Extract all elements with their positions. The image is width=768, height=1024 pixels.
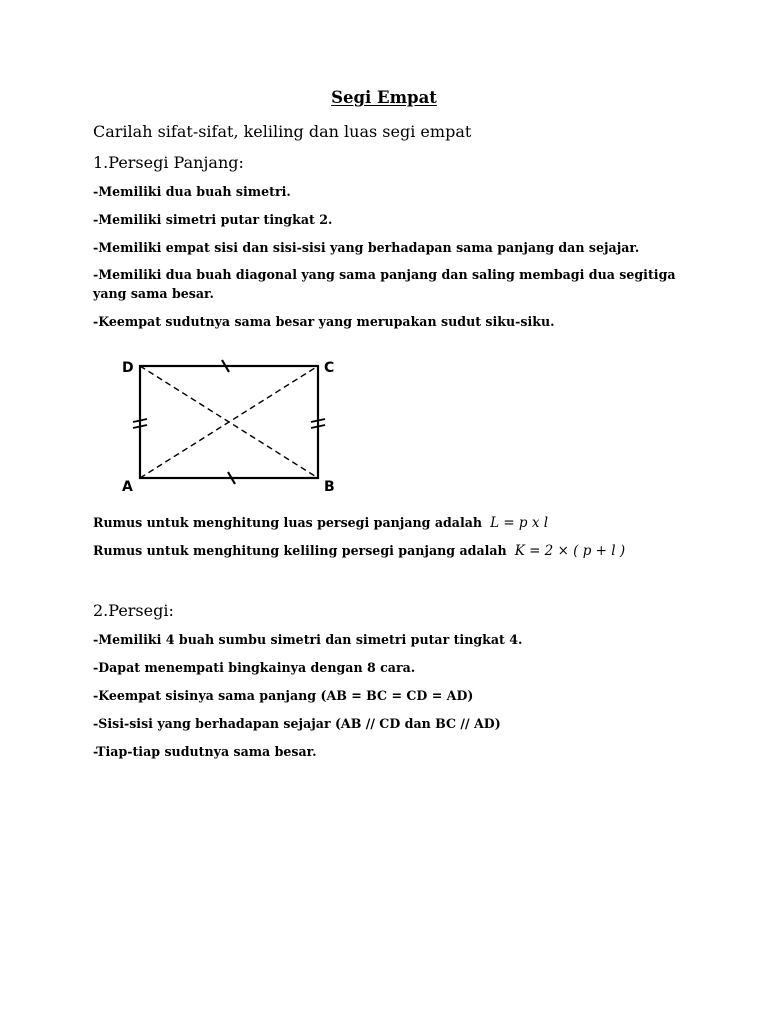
document-intro: Carilah sifat-sifat, keliling dan luas segi empat (93, 122, 472, 141)
list-item: -Sisi-sisi yang berhadapan sejajar (AB // CD dan BC // AD) (93, 716, 501, 731)
list-item: -Keempat sisinya sama panjang (AB = BC = CD = AD) (93, 688, 474, 703)
formula-luas (93, 515, 548, 531)
document-title: Segi Empat (331, 88, 437, 107)
formula-luas-text: Rumus untuk menghitung luas persegi panjang adalah (93, 515, 483, 530)
vertex-label-a: A (122, 479, 133, 495)
list-item: -Memiliki 4 buah sumbu simetri dan simetri putar tingkat 4. (93, 632, 523, 647)
formula-keliling-text: Rumus untuk menghitung keliling persegi panjang adalah (93, 543, 507, 558)
list-item: -Dapat menempati bingkainya dengan 8 cara. (93, 660, 416, 675)
vertex-label-b: B (324, 479, 335, 495)
formula-luas-expr: L = p x l (490, 515, 549, 531)
section-heading-persegi: 2.Persegi: (93, 601, 174, 620)
section-heading-persegi-panjang: 1.Persegi Panjang: (93, 153, 244, 172)
list-item: -Memiliki empat sisi dan sisi-sisi yang berhadapan sama panjang dan sejajar. (93, 240, 640, 255)
rectangle-diagram (110, 350, 350, 500)
list-item: -Keempat sudutnya sama besar yang merupakan sudut siku-siku. (93, 314, 555, 329)
list-item: -Memiliki simetri putar tingkat 2. (93, 212, 333, 227)
vertex-label-c: C (324, 360, 335, 376)
formula-keliling-expr: K = 2 × ( p + l ) (514, 543, 626, 559)
vertex-label-d: D (122, 360, 134, 376)
list-item: -Tiap-tiap sudutnya sama besar. (93, 744, 317, 759)
list-item: -Memiliki dua buah diagonal yang sama panjang dan saling membagi dua segitiga yang sama besar. (93, 267, 676, 301)
list-item: -Memiliki dua buah simetri. (93, 184, 291, 199)
formula-keliling (93, 543, 625, 559)
